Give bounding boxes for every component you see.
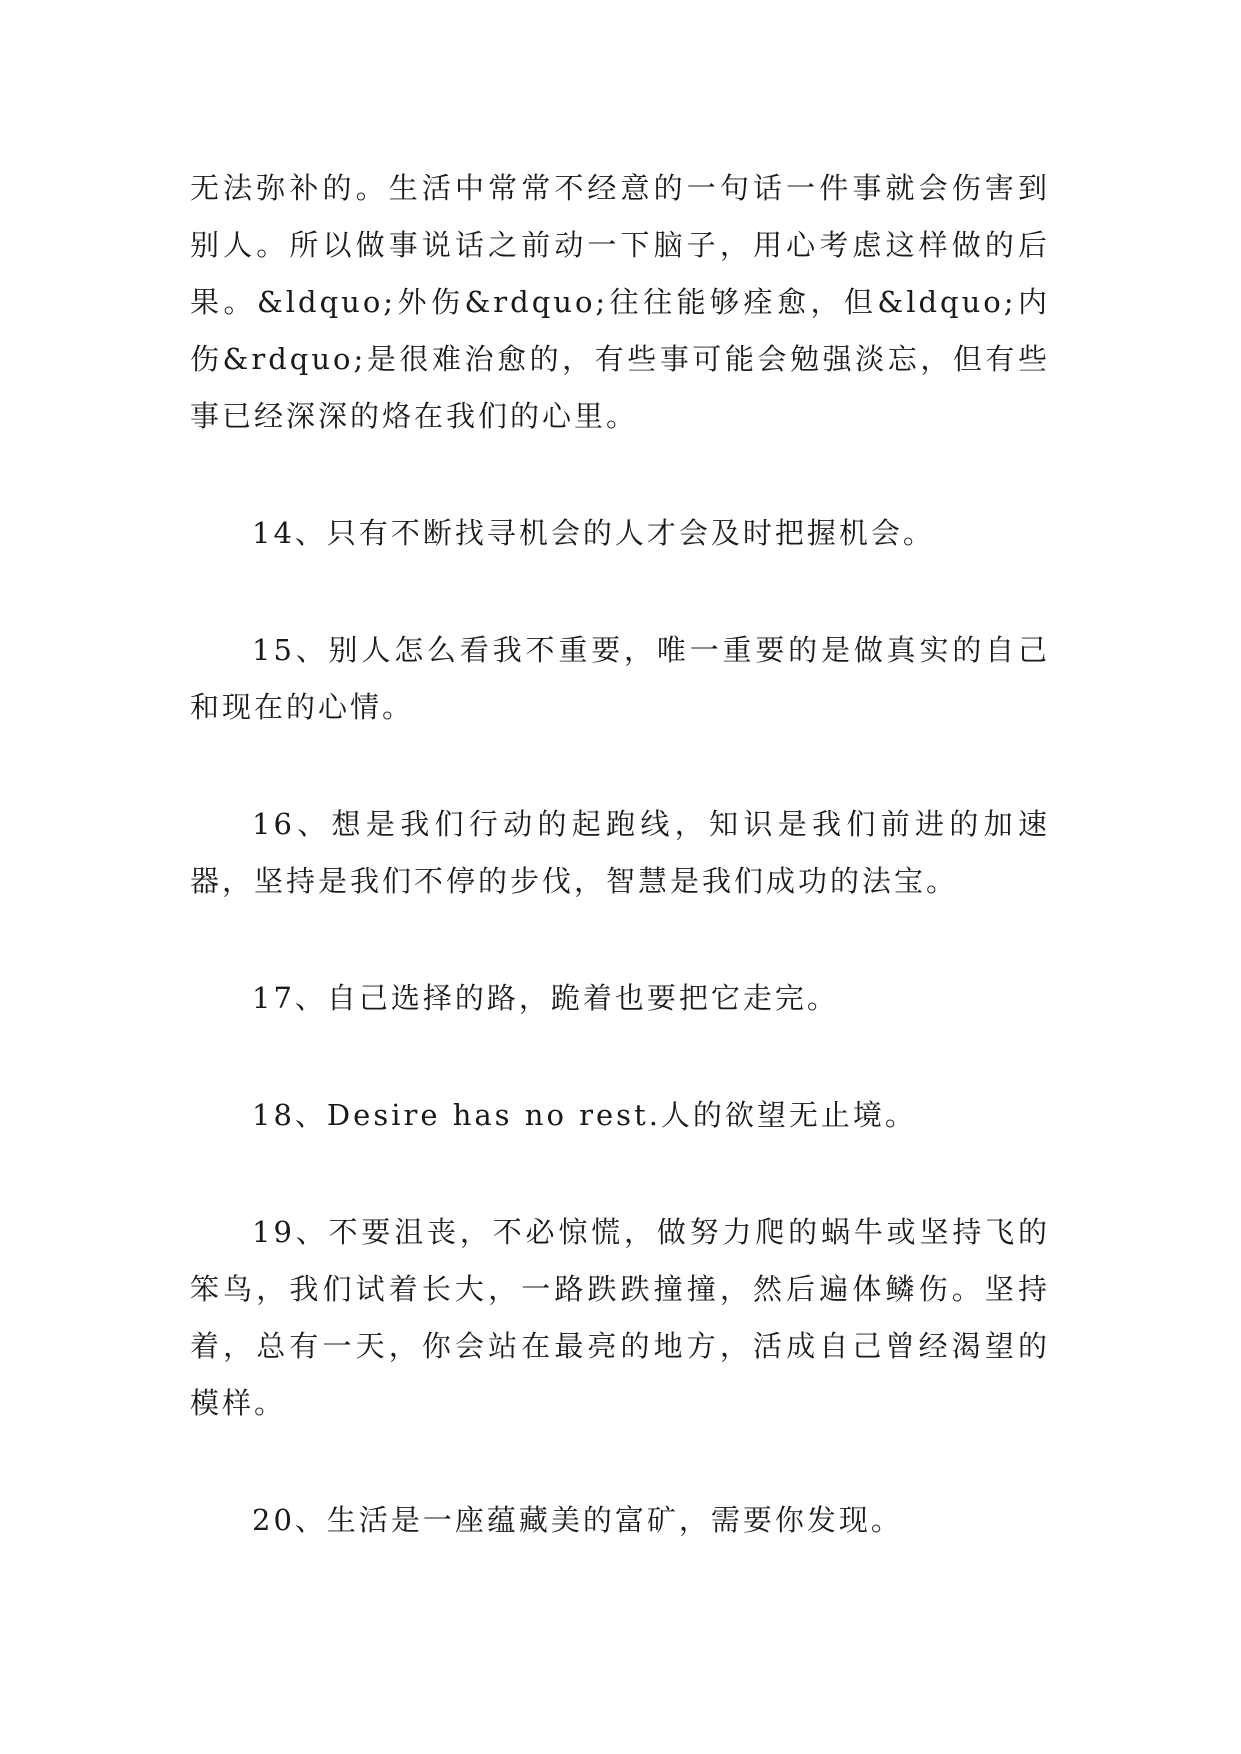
paragraph-16: 16、想是我们行动的起跑线，知识是我们前进的加速器，坚持是我们不停的步伐，智慧是我们成功的法宝。 — [190, 807, 1050, 898]
paragraph-14: 14、只有不断找寻机会的人才会及时把握机会。 — [252, 516, 935, 550]
paragraph-15: 15、别人怎么看我不重要，唯一重要的是做真实的自己和现在的心情。 — [190, 633, 1050, 724]
paragraph-20: 20、生活是一座蕴藏美的富矿，需要你发现。 — [252, 1503, 903, 1537]
paragraph-19: 19、不要沮丧，不必惊慌，做努力爬的蜗牛或坚持飞的笨鸟，我们试着长大，一路跌跌撞撞，然后遍体鳞伤。坚持着，总有一天，你会站在最亮的地方，活成自己曾经渴望的模样。 — [190, 1215, 1050, 1420]
paragraph-18: 18、Desire has no rest.人的欲望无止境。 — [252, 1098, 917, 1132]
paragraph-17: 17、自己选择的路，跪着也要把它走完。 — [252, 981, 839, 1015]
document-body — [190, 160, 1050, 1609]
paragraph-13-continued: 无法弥补的。生活中常常不经意的一句话一件事就会伤害到别人。所以做事说话之前动一下脑子，用心考虑这样做的后果。&ldquo;外伤&rdquo;往往能够痊愈，但&ldquo;内伤&rdquo;是很难治愈的，有些事可能会勉强淡忘，但有些事已经深深的烙在我们的心里。 — [190, 171, 1050, 433]
